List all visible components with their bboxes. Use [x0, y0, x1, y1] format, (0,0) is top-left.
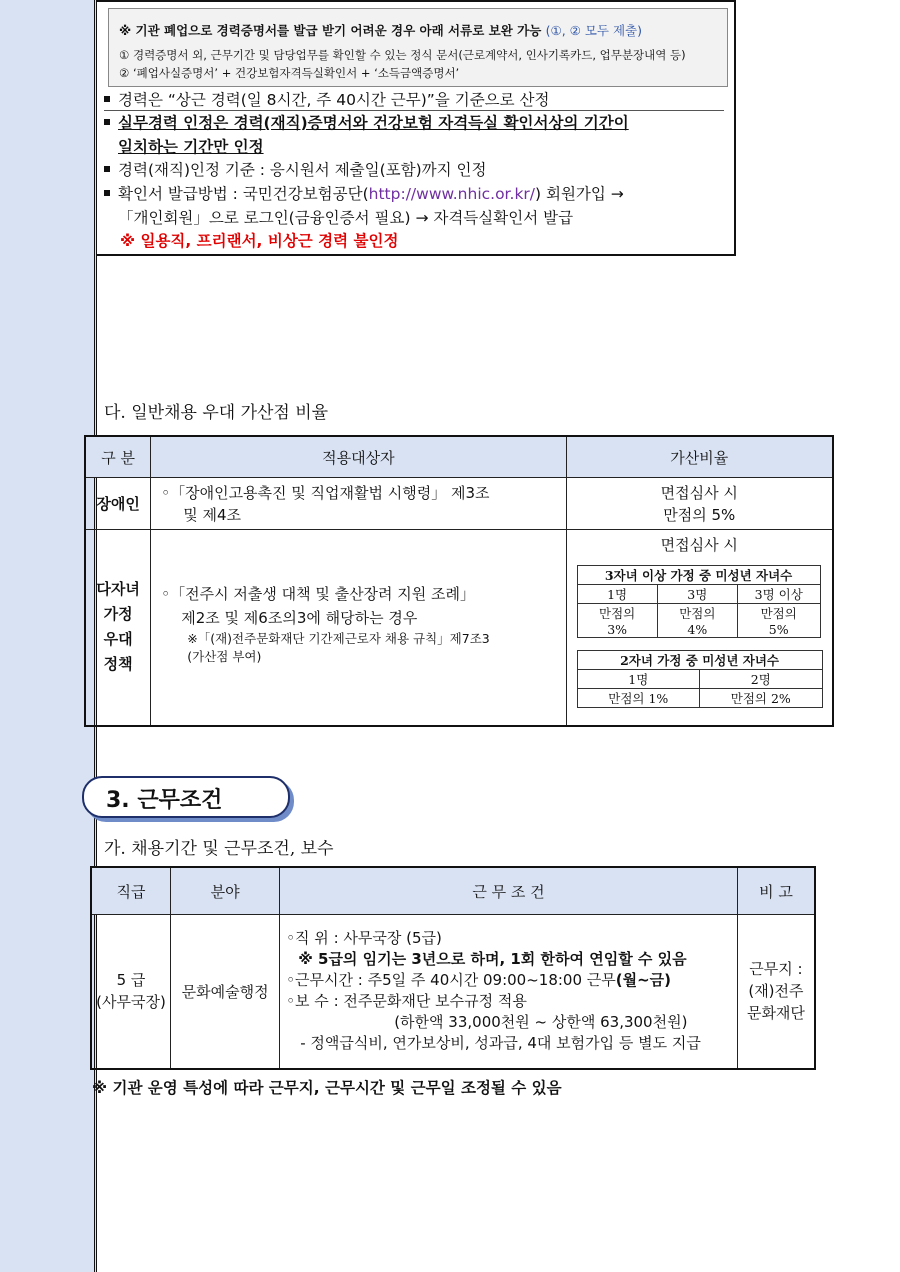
bullet-4: 확인서 발급방법 : 국민건강보험공단(http://www.nhic.or.kr/) 회원가입 →	[104, 182, 624, 204]
nhic-link[interactable]: http://www.nhic.or.kr/	[368, 185, 536, 203]
conditions-cell: ◦직 위 : 사무국장 (5급) ※ 5급의 임기는 3년으로 하며, 1회 한하여 연임할 수 있음 ◦근무시간 : 주5일 주 40시간 09:00~18:00 근무(월~금) ◦보 수 : 전주문화재단 보수규정 적용 (하한액 33,000천원 ~ 상한액 63,300천원) - 정액급식비, 연가보상비, 성과급, 4대 보험가입 등 별도 지급	[280, 915, 738, 1069]
header-grade: 직급	[91, 867, 171, 915]
header-remarks: 비 고	[737, 867, 815, 915]
box-label-column	[0, 0, 97, 1272]
work-conditions-table	[90, 866, 816, 1070]
warning-text: ※ 일용직, 프리랜서, 비상근 경력 불인정	[120, 232, 399, 250]
bullet-1: 경력은 “상근 경력(일 8시간, 주 40시간 근무)”을 기준으로 산정	[104, 88, 550, 110]
header-rate: 가산비율	[566, 436, 833, 478]
heading-ga: 가. 채용기간 및 근무조건, 보수	[104, 839, 334, 859]
closure-note-box	[108, 8, 728, 87]
mini-table-3children: 3자녀 이상 가정 중 미성년 자녀수 1명 3명 3명 이상 만점의 3% 만점의 4% 만점의 5%	[577, 565, 821, 638]
section-3-title-badge	[82, 776, 294, 820]
heading-da: 다. 일반채용 우대 가산점 비율	[104, 403, 329, 423]
note-title-text: ※ 기관 폐업으로 경력증명서를 발급 받기 어려운 경우 아래 서류로 보완 가능	[119, 23, 542, 38]
header-target: 적용대상자	[151, 436, 566, 478]
bullet-3: 경력(재직)인정 기준 : 응시원서 제출일(포함)까지 인정	[104, 158, 486, 180]
grade-cell: 5 급 (사무국장)	[91, 915, 171, 1069]
bullet-4-continued: 「개인회원」으로 로그인(금융인증서 필요) → 자격득실확인서 발급	[118, 209, 574, 227]
bullet-2-continued: 일치하는 기간만 인정	[118, 138, 264, 156]
bullet-2: 실무경력 인정은 경력(재직)증명서와 건강보험 자격득실 확인서상의 기간이	[104, 111, 629, 133]
remarks-cell: 근무지 : (재)전주 문화재단	[737, 915, 815, 1069]
row-multichild-category: 다자녀 가정 우대 정책	[85, 530, 151, 726]
closure-note-title	[119, 21, 642, 39]
header-category: 구 분	[85, 436, 151, 478]
field-cell: 문화예술행정	[171, 915, 280, 1069]
mini-table-2children: 2자녀 가정 중 미성년 자녀수 1명 2명 만점의 1% 만점의 2%	[577, 650, 823, 708]
row-disabled-target: ◦「장애인고용촉진 및 직업재활법 시행령」 제3조 및 제4조	[151, 478, 566, 530]
note-title-tail: (①, ② 모두 제출)	[545, 23, 642, 38]
section-3-title: 3. 근무조건	[106, 788, 223, 813]
header-conditions: 근 무 조 건	[280, 867, 738, 915]
career-criteria-box	[0, 0, 736, 256]
note-item-1: ① 경력증명서 외, 근무기간 및 담당업무를 확인할 수 있는 정식 문서(근로계약서, 인사기록카드, 업무분장내역 등)	[119, 48, 686, 62]
bonus-points-table	[84, 435, 834, 727]
row-multichild-rate: 면접심사 시 3자녀 이상 가정 중 미성년 자녀수 1명 3명 3명 이상 만점의 3% 만점의 4% 만점의 5% 2자녀 가정 중 미성년 자녀수 1명 2명 만점의 1% 만점의 2%	[566, 530, 833, 726]
row-disabled-rate: 면접심사 시 만점의 5%	[566, 478, 833, 530]
footer-note: ※ 기관 운영 특성에 따라 근무지, 근무시간 및 근무일 조정될 수 있음	[92, 1079, 562, 1097]
note-item-2: ② ‘폐업사실증명서’ + 건강보험자격득실확인서 + ‘소득금액증명서’	[119, 66, 460, 80]
row-multichild-target: ◦「전주시 저출생 대책 및 출산장려 지원 조례」 제2조 및 제6조의3에 해당하는 경우 ※「(재)전주문화재단 기간제근로자 채용 규칙」제7조3 (가산점 부여)	[151, 530, 566, 726]
row-disabled-category: 장애인	[85, 478, 151, 530]
header-field: 분야	[171, 867, 280, 915]
